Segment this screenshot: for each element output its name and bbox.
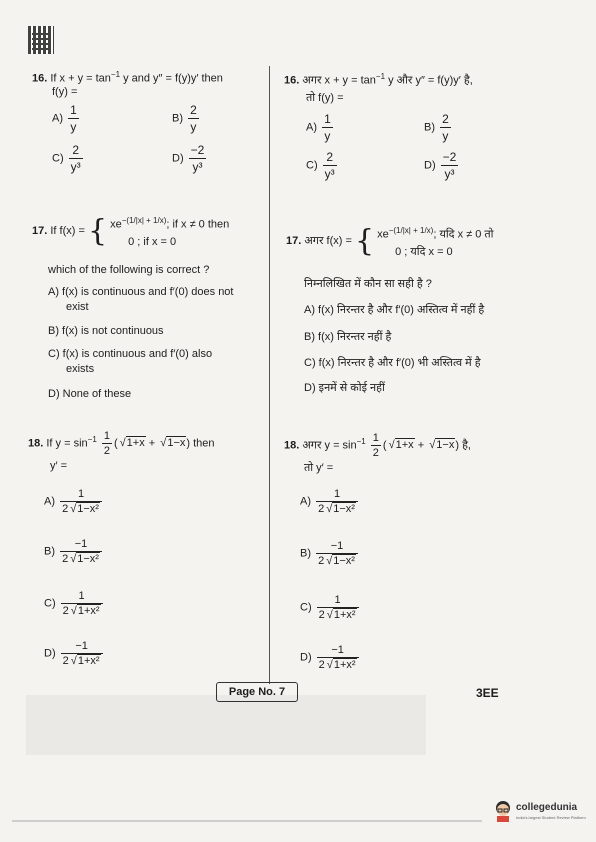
denominator-coef: 2 [62, 503, 69, 515]
denominator [316, 502, 358, 515]
option-label: B) [300, 547, 311, 560]
numerator: 1 [324, 112, 331, 126]
case-row-1 [110, 212, 229, 234]
q17-en-option-a[interactable]: A) f(x) is continuous and f′(0) does not [48, 286, 234, 298]
q16-hi-line2: तो f(y) = [306, 92, 344, 104]
case-row-1 [377, 222, 493, 244]
fraction [440, 112, 451, 143]
denominator-root: √ 1−x² [76, 552, 100, 565]
q16-en-text: If x + y = tan [50, 72, 111, 85]
numerator: −2 [190, 143, 205, 157]
option-label: C) [300, 601, 312, 614]
sqrt-term-1: √ 1+x [126, 436, 146, 449]
denominator-root: √ 1+x² [77, 654, 101, 667]
denominator: 2 [103, 445, 110, 457]
q18-en-number: 18. [28, 437, 44, 450]
option-label: C) [306, 159, 318, 172]
q17-en-option-c-cont[interactable]: exists [66, 363, 95, 375]
fraction [188, 103, 199, 134]
qr-code [28, 26, 54, 54]
case1-cond: ; यदि x ≠ 0 तो [433, 228, 494, 241]
denominator: 2 [372, 447, 379, 459]
fraction [68, 103, 79, 134]
numerator: −1 [316, 540, 358, 554]
brand-avatar-icon [493, 800, 513, 822]
sqrt-term-2: √ 1−x [435, 438, 455, 451]
q17-hi-pre: अगर f(x) = [304, 235, 352, 248]
q17-hi-number: 17. [286, 235, 302, 248]
q16-hi-stem [284, 72, 473, 88]
q16-hi-sup: −1 [375, 72, 386, 81]
denominator: y [190, 120, 197, 134]
denominator: y³ [70, 160, 81, 174]
case1-expr: xe [110, 218, 122, 231]
fraction [322, 112, 333, 143]
q17-hi-option-b[interactable]: B) f(x) निरन्तर नहीं है [304, 331, 392, 343]
option-label: D) [424, 159, 436, 172]
left-brace: { [354, 223, 375, 259]
case2-cond: ; यदि x = 0 [404, 245, 453, 258]
q17-hi-option-d[interactable]: D) इनमें से कोई नहीं [304, 382, 385, 394]
denominator: y [442, 129, 449, 143]
numerator: 1 [317, 594, 359, 608]
q18-hi-option-b[interactable] [300, 540, 360, 567]
q17-en-option-a-cont[interactable]: exist [66, 301, 89, 313]
paper-code: 3EE [476, 686, 499, 700]
denominator: y³ [192, 160, 203, 174]
denominator-root: √ 1−x² [332, 554, 356, 567]
q16-hi-option-a[interactable] [306, 112, 335, 143]
q16-en-line2: f(y) = [52, 86, 78, 98]
q16-en-option-a[interactable] [52, 103, 81, 134]
brand-name[interactable]: collegedunia [516, 802, 578, 813]
case-row-2 [110, 234, 229, 251]
q18-hi-option-c[interactable] [300, 594, 361, 621]
q18-hi-sup: −1 [356, 436, 366, 446]
option-label: D) [300, 651, 312, 664]
case-row-2 [377, 244, 493, 261]
fraction [323, 150, 337, 181]
option-label: A) [44, 495, 55, 508]
q18-en-option-a[interactable] [44, 488, 104, 515]
denominator-coef: 2 [62, 655, 69, 667]
q18-en-option-b[interactable] [44, 538, 104, 565]
q18-hi-pre: अगर y = sin [302, 439, 357, 452]
q18-hi-post: है, [462, 439, 471, 452]
option-label: A) [306, 121, 317, 134]
denominator-coef: 2 [318, 609, 325, 621]
q16-en-stem [32, 70, 223, 85]
option-label: C) [52, 152, 64, 165]
option-label: A) [300, 495, 311, 508]
option-label: D) [44, 647, 56, 660]
q17-en-question: which of the following is correct ? [48, 264, 210, 276]
q17-en-pre: If f(x) = [50, 225, 85, 238]
fraction [61, 640, 103, 667]
case1-exponent: −(1/|x| + 1/x) [388, 226, 434, 235]
numerator: 1 [372, 432, 379, 444]
denominator [60, 502, 102, 515]
numerator: 1 [103, 430, 110, 442]
scan-smudge [26, 695, 426, 755]
q18-hi-option-d[interactable] [300, 644, 361, 671]
case1-expr: xe [377, 228, 389, 241]
numerator: 1 [60, 488, 102, 502]
denominator [316, 554, 358, 567]
q17-hi-question: निम्नलिखित में कौन सा सही है ? [304, 278, 432, 290]
plus-sign: + [417, 439, 425, 452]
fraction [316, 488, 358, 515]
page-number: Page No. 7 [216, 682, 298, 702]
plus-sign: + [148, 437, 156, 450]
numerator: 1 [316, 488, 358, 502]
fraction [441, 150, 459, 181]
column-divider [269, 66, 270, 684]
fraction [317, 594, 359, 621]
half-fraction [102, 430, 112, 457]
option-label: B) [172, 112, 183, 125]
denominator-coef: 2 [318, 659, 325, 671]
denominator: y [324, 129, 331, 143]
q18-en-option-c[interactable] [44, 590, 105, 617]
numerator: −1 [61, 640, 103, 654]
q16-en-option-c[interactable] [52, 143, 85, 174]
option-label: C) [44, 597, 56, 610]
scan-line [12, 820, 482, 822]
denominator-root: √ 1−x² [76, 502, 100, 515]
numerator: 1 [61, 590, 103, 604]
denominator-coef: 2 [62, 553, 69, 565]
denominator: y³ [324, 167, 335, 181]
q16-hi-option-c[interactable] [306, 150, 339, 181]
denominator-root: √ 1+x² [77, 604, 101, 617]
left-brace: { [87, 213, 108, 249]
q18-en-option-d[interactable] [44, 640, 105, 667]
case2-expr: 0 [128, 235, 135, 248]
denominator: y³ [444, 167, 455, 181]
fraction [61, 590, 103, 617]
denominator-coef: 2 [62, 605, 69, 617]
option-label: B) [424, 121, 435, 134]
denominator [317, 608, 359, 621]
numerator: −1 [317, 644, 359, 658]
q16-hi-option-d[interactable] [424, 150, 460, 181]
denominator-coef: 2 [318, 555, 325, 567]
denominator [317, 658, 359, 671]
denominator-root: √ 1−x² [332, 502, 356, 515]
q18-hi-option-a[interactable] [300, 488, 360, 515]
q17-en-option-b[interactable]: B) f(x) is not continuous [48, 325, 164, 337]
numerator: 2 [323, 150, 337, 166]
fraction [60, 538, 102, 565]
q18-en-pre: If y = sin [46, 437, 88, 450]
q18-en-line2: y′ = [50, 460, 68, 472]
half-fraction [371, 432, 381, 459]
numerator: −2 [442, 150, 457, 164]
q18-en-sup: −1 [87, 434, 97, 444]
numerator: 2 [442, 112, 449, 126]
q16-en-number: 16. [32, 72, 48, 85]
sqrt-term-2: √ 1−x [166, 436, 186, 449]
denominator-root: √ 1+x² [333, 608, 357, 621]
q16-en-option-d[interactable] [172, 143, 208, 174]
numerator: 1 [70, 103, 77, 117]
q17-en-option-c[interactable]: C) f(x) is continuous and f′(0) also [48, 348, 213, 360]
q18-en-post: then [193, 437, 215, 450]
numerator: −1 [60, 538, 102, 552]
q17-en-number: 17. [32, 225, 48, 238]
fraction [317, 644, 359, 671]
q16-hi-number: 16. [284, 74, 300, 87]
denominator-coef: 2 [318, 503, 325, 515]
fraction [189, 143, 207, 174]
numerator: 2 [69, 143, 83, 159]
option-label: D) [172, 152, 184, 165]
q17-hi-stem [286, 222, 494, 261]
numerator: 2 [190, 103, 197, 117]
q16-hi-text-b: y और y″ = f(y)y′ है, [388, 74, 473, 87]
case2-expr: 0 [395, 245, 402, 258]
fraction [60, 488, 102, 515]
q17-hi-option-a[interactable]: A) f(x) निरन्तर है और f′(0) अस्तित्व में नहीं है [304, 304, 485, 316]
q17-en-stem [32, 212, 229, 251]
brand-tagline: India's largest Student Review Platform [516, 815, 586, 820]
piecewise-cases [377, 222, 493, 261]
fraction [316, 540, 358, 567]
case1-cond: ; if x ≠ 0 then [166, 218, 230, 231]
option-label: B) [44, 545, 55, 558]
q16-hi-option-b[interactable] [424, 112, 453, 143]
q17-en-option-d[interactable]: D) None of these [48, 388, 132, 400]
q18-hi-line2: तो y′ = [304, 462, 334, 474]
denominator [60, 552, 102, 565]
q16-en-text-b: y and y″ = f(y)y′ then [123, 72, 223, 85]
denominator [61, 604, 103, 617]
denominator [61, 654, 103, 667]
denominator-root: √ 1+x² [333, 658, 357, 671]
q16-hi-text: अगर x + y = tan [302, 74, 376, 87]
q16-en-option-b[interactable] [172, 103, 201, 134]
option-label: A) [52, 112, 63, 125]
q18-hi-stem: 18. अगर $y = \sin^{-1}$ $\frac{1}{2}$ (√ 1+x + √ 1−x) है, [284, 432, 471, 459]
q17-hi-option-c[interactable]: C) f(x) निरन्तर है और f′(0) भी अस्तित्व में है [304, 357, 481, 369]
piecewise-cases [110, 212, 229, 251]
sqrt-term-1: √ 1+x [395, 438, 415, 451]
case2-cond: ; if x = 0 [137, 235, 177, 248]
fraction [69, 143, 83, 174]
case1-exponent: −(1/|x| + 1/x) [121, 216, 167, 225]
q18-hi-number: 18. [284, 439, 300, 452]
denominator: y [70, 120, 77, 134]
q18-en-stem: 18. If $y = \sin^{-1}$ $\frac{1}{2}$ (√ 1+x + √ 1−x) then [28, 430, 215, 457]
q16-en-sup: −1 [110, 70, 121, 79]
